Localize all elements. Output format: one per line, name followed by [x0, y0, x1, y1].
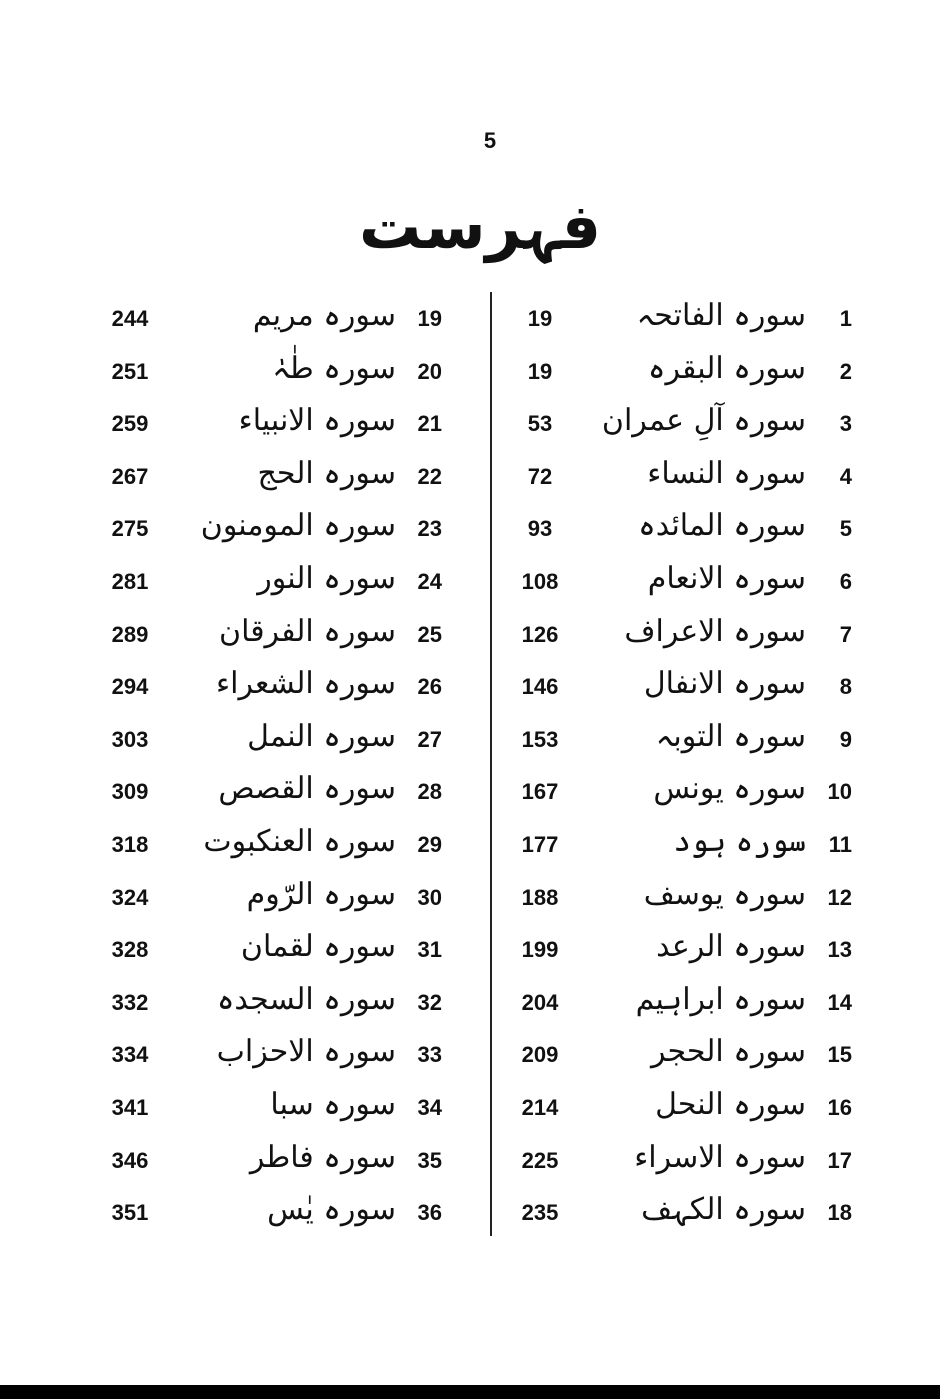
toc-entry [500, 454, 860, 506]
surah-name: سورہ الکہف [641, 1192, 806, 1228]
toc-entry [90, 927, 450, 979]
surah-number: 19 [417, 306, 442, 331]
surah-number: 33 [417, 1042, 442, 1068]
toc-entry [90, 980, 450, 1032]
toc-entry [500, 506, 860, 558]
toc-entry [90, 454, 450, 506]
bottom-edge-bar [0, 1385, 940, 1399]
surah-number: 30 [417, 884, 442, 910]
surah-number: 28 [417, 779, 442, 805]
page-reference: 209 [521, 1042, 559, 1068]
toc-entry [500, 875, 860, 927]
page-reference: 204 [521, 989, 559, 1015]
toc-entry [500, 1032, 860, 1084]
surah-number: 35 [417, 1147, 442, 1173]
surah-name: سورہ سبا [270, 1087, 396, 1122]
page-number: 5 [483, 128, 497, 153]
surah-name: سورہ یٰس [267, 1192, 396, 1228]
toc-entry [90, 717, 450, 769]
surah-name: سورہ الحجر [651, 1034, 806, 1070]
column-divider [490, 292, 492, 1236]
surah-number: 34 [417, 1095, 442, 1120]
toc-entry [500, 1138, 860, 1190]
toc-entry [90, 664, 450, 716]
surah-number: 11 [828, 832, 852, 857]
toc-entry [90, 506, 450, 558]
page-reference: 259 [111, 411, 149, 437]
toc-column-left [90, 296, 450, 1244]
page-reference: 177 [521, 832, 559, 857]
toc-entry [500, 349, 860, 401]
surah-number: 6 [839, 569, 852, 594]
page-title: فہرست [358, 190, 602, 263]
page-reference: 153 [521, 726, 559, 752]
surah-name: سورہ الفرقان [219, 613, 396, 649]
surah-number: 18 [827, 1200, 852, 1226]
page-reference: 294 [111, 674, 149, 700]
toc-entry [500, 822, 860, 874]
toc-entry [90, 1032, 450, 1084]
surah-number: 26 [417, 674, 442, 700]
page-reference: 126 [521, 621, 559, 647]
surah-name: سورہ یونس [653, 771, 806, 807]
surah-number: 1 [839, 306, 852, 331]
toc-entry [90, 875, 450, 927]
toc-column-right [500, 296, 860, 1244]
page-reference: 332 [111, 989, 149, 1015]
surah-number: 14 [827, 989, 852, 1015]
toc-entry [500, 927, 860, 979]
surah-name: سورہ الانبیاء [238, 403, 396, 439]
surah-number: 20 [417, 358, 442, 384]
surah-name: سورہ آلِ عمران [601, 403, 806, 439]
surah-number: 16 [827, 1095, 852, 1120]
surah-number: 2 [839, 358, 852, 384]
surah-name: سورہ مریم [252, 298, 396, 333]
surah-number: 22 [417, 463, 442, 489]
toc-entry [500, 296, 860, 348]
page-reference: 167 [521, 779, 559, 805]
surah-name: سورہ لقمان [240, 929, 396, 965]
page-reference: 351 [111, 1200, 149, 1226]
surah-number: 12 [827, 884, 852, 910]
surah-number: 15 [827, 1042, 852, 1068]
surah-name: سورہ فاطر [249, 1139, 396, 1175]
surah-name: سورہ الانفال [643, 666, 806, 702]
surah-name: سورہ القصص [218, 771, 396, 807]
toc-entry [90, 1190, 450, 1242]
toc-entry [500, 769, 860, 821]
surah-number: 13 [827, 937, 852, 963]
surah-number: 3 [839, 411, 852, 437]
surah-number: 25 [417, 621, 442, 647]
surah-name: سورہ ہود [673, 824, 806, 859]
surah-name: سورہ المومنون [200, 508, 396, 544]
page-reference: 146 [521, 674, 559, 700]
surah-number: 27 [417, 726, 442, 752]
surah-name: سورہ التوبہ [655, 718, 806, 754]
page-reference: 19 [527, 306, 553, 331]
surah-number: 32 [417, 989, 442, 1015]
surah-name: سورہ الاعراف [624, 613, 806, 649]
surah-name: سورہ النمل [247, 718, 396, 754]
page-reference: 251 [111, 358, 149, 384]
surah-number: 4 [839, 463, 852, 489]
page-reference: 199 [521, 937, 559, 963]
page-reference: 53 [527, 411, 553, 437]
surah-number: 10 [827, 779, 852, 805]
page-reference: 346 [111, 1147, 149, 1173]
toc-entry [90, 349, 450, 401]
surah-number: 36 [417, 1200, 442, 1226]
surah-name: سورہ ابراہیم [635, 981, 806, 1017]
page-reference: 188 [521, 884, 559, 910]
page-reference: 281 [111, 569, 149, 594]
toc-entry [90, 822, 450, 874]
toc-entry [90, 559, 450, 611]
surah-name: سورہ المائدہ [638, 508, 806, 544]
page-reference: 303 [111, 726, 149, 752]
surah-number: 8 [839, 674, 852, 700]
page-reference: 235 [521, 1200, 559, 1226]
surah-number: 21 [417, 411, 442, 437]
page-reference: 214 [521, 1095, 559, 1120]
surah-number: 7 [839, 621, 852, 647]
toc-entry [500, 1190, 860, 1242]
surah-number: 24 [417, 569, 442, 594]
surah-name: سورہ الفاتحہ [636, 298, 806, 333]
page-reference: 318 [111, 832, 149, 857]
toc-entry [500, 401, 860, 453]
page-reference: 267 [111, 463, 149, 489]
surah-name: سورہ العنکبوت [203, 824, 396, 859]
toc-entry [500, 980, 860, 1032]
page-reference: 341 [111, 1095, 149, 1120]
page-reference: 324 [111, 884, 149, 910]
page-reference: 275 [111, 516, 149, 542]
surah-name: سورہ الحج [257, 455, 396, 491]
toc-entry [500, 717, 860, 769]
toc-entry [90, 769, 450, 821]
page-reference: 244 [111, 306, 149, 331]
surah-name: سورہ النور [257, 561, 396, 596]
surah-name: سورہ البقرہ [647, 350, 806, 386]
page-reference: 108 [521, 569, 559, 594]
page-reference: 309 [111, 779, 149, 805]
page-reference: 19 [527, 358, 553, 384]
toc-entry [90, 401, 450, 453]
page-reference: 72 [527, 463, 553, 489]
page-reference: 93 [527, 516, 553, 542]
surah-name: سورہ الاحزاب [216, 1034, 396, 1070]
toc-entry [90, 1138, 450, 1190]
surah-name: سورہ الرّوم [246, 876, 396, 912]
toc-entry [500, 664, 860, 716]
toc-entry [90, 296, 450, 348]
surah-number: 31 [417, 937, 442, 963]
surah-number: 29 [417, 832, 442, 857]
page-reference: 328 [111, 937, 149, 963]
toc-entry [500, 1085, 860, 1137]
surah-number: 17 [827, 1147, 852, 1173]
page-reference: 289 [111, 621, 149, 647]
surah-number: 23 [417, 516, 442, 542]
surah-name: سورہ الشعراء [216, 666, 396, 702]
surah-number: 5 [839, 516, 852, 542]
surah-name: سورہ طٰہٰ [272, 350, 396, 386]
toc-entry [90, 1085, 450, 1137]
surah-number: 9 [839, 726, 852, 752]
surah-name: سورہ الرعد [656, 929, 806, 965]
toc-entry [90, 612, 450, 664]
surah-name: سورہ الانعام [647, 561, 806, 596]
surah-name: سورہ السجدہ [216, 981, 396, 1017]
page-reference: 334 [111, 1042, 149, 1068]
surah-name: سورہ النحل [655, 1087, 806, 1122]
surah-name: سورہ الاسراء [634, 1139, 806, 1175]
surah-name: سورہ النساء [647, 455, 806, 491]
page-reference: 225 [521, 1147, 559, 1173]
surah-name: سورہ یوسف [643, 876, 806, 912]
toc-entry [500, 612, 860, 664]
toc-entry [500, 559, 860, 611]
